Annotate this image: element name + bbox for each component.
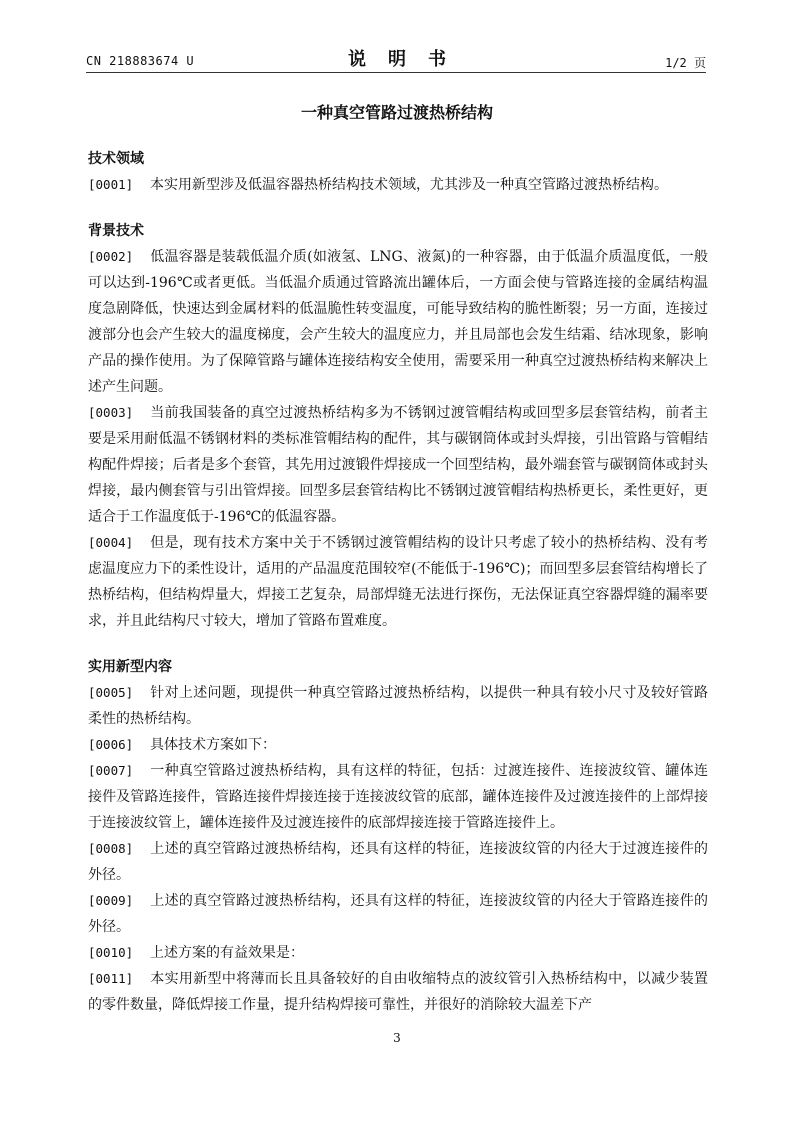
paragraph-number: [0010] [88,945,134,960]
paragraph-number: [0002] [88,249,134,264]
section-gap [88,198,708,218]
paragraph [88,836,708,888]
header-rule [86,72,706,73]
patent-number: CN 218883674 U [86,54,195,68]
paragraph-text: 上述方案的有益效果是： [150,945,304,961]
paragraph [88,940,708,966]
section-heading: 技术领域 [88,151,144,167]
paragraph-text: 当前我国装备的真空过渡热桥结构多为不锈钢过渡管帽结构或回型多层套管结构，前者主要是采用耐低温不锈钢材料的类标准管帽结构的配件，其与碳钢筒体或封头焊接，引出管路与管帽结构配件焊接；后者是多个套管，其先用过渡锻件焊接成一个回型结构，最外端套管与碳钢筒体或封头焊接，最内侧套管与引出管焊接。回型多层套管结构比不锈钢过渡管帽结构热桥更长，柔性更好，更适合于工作温度低于-196℃的低温容器。 [88,405,708,525]
paragraph-text: 低温容器是装载低温介质(如液氢、LNG、液氮)的一种容器，由于低温介质温度低，一般可以达到-196℃或者更低。当低温介质通过管路流出罐体后，一方面会使与管路连接的金属结构温度急剧降低，快速达到金属材料的低温脆性转变温度，可能导致结构的脆性断裂；另一方面，连接过渡部分也会产生较大的温度梯度，会产生较大的温度应力，并且局部也会发生结霜、结冰现象，影响产品的操作使用。为了保障管路与罐体连接结构安全使用，需要采用一种真空过渡热桥结构来解决上述产生问题。 [88,249,708,395]
paragraph-number: [0001] [88,177,134,192]
paragraph-number: [0008] [88,841,134,856]
paragraph [88,732,708,758]
paragraph-number: [0011] [88,971,134,986]
paragraph-number: [0004] [88,535,134,550]
document-body [88,146,708,1018]
paragraph [88,400,708,530]
paragraph [88,172,708,198]
page-number: 3 [393,1031,401,1045]
paragraph-number: [0009] [88,893,134,908]
page-info: 1/2 页 [665,56,706,70]
paragraph-number: [0003] [88,405,134,420]
paragraph-text: 一种真空管路过渡热桥结构，具有这样的特征，包括：过渡连接件、连接波纹管、罐体连接件及管路连接件，管路连接件焊接连接于连接波纹管的底部，罐体连接件及过渡连接件的上部焊接于连接波纹管上，罐体连接件及过渡连接件的底部焊接连接于管路连接件上。 [88,763,708,831]
paragraph-number: [0005] [88,685,134,700]
section-heading: 实用新型内容 [88,659,172,675]
section-heading: 背景技术 [88,223,144,239]
paragraph-text: 针对上述问题，现提供一种真空管路过渡热桥结构，以提供一种具有较小尺寸及较好管路柔性的热桥结构。 [88,685,708,727]
paragraph [88,680,708,732]
document-title: 一种真空管路过渡热桥结构 [300,103,493,122]
paragraph [88,530,708,634]
paragraph [88,758,708,836]
paragraph-text: 本实用新型涉及低温容器热桥结构技术领域，尤其涉及一种真空管路过渡热桥结构。 [150,177,668,193]
paragraph-number: [0007] [88,763,134,778]
paragraph-number: [0006] [88,737,134,752]
paragraph-text: 但是，现有技术方案中关于不锈钢过渡管帽结构的设计只考虑了较小的热桥结构、没有考虑温度应力下的柔性设计，适用的产品温度范围较窄(不能低于-196℃)；而回型多层套管结构增长了热桥结构，但结构焊量大，焊接工艺复杂，局部焊缝无法进行探伤，无法保证真空容器焊缝的漏率要求，并且此结构尺寸较大，增加了管路布置难度。 [88,535,708,629]
paragraph-text: 具体技术方案如下： [150,737,276,753]
paragraph [88,888,708,940]
document-type: 说明书 [348,49,468,70]
section-gap [88,634,708,654]
paragraph-text: 上述的真空管路过渡热桥结构，还具有这样的特征，连接波纹管的内径大于管路连接件的外径。 [88,893,708,935]
paragraph-text: 上述的真空管路过渡热桥结构，还具有这样的特征，连接波纹管的内径大于过渡连接件的外径。 [88,841,708,883]
paragraph [88,966,708,1018]
paragraph [88,244,708,400]
paragraph-text: 本实用新型中将薄而长且具备较好的自由收缩特点的波纹管引入热桥结构中，以减少装置的零件数量，降低焊接工作量，提升结构焊接可靠性，并很好的消除较大温差下产 [88,971,708,1013]
